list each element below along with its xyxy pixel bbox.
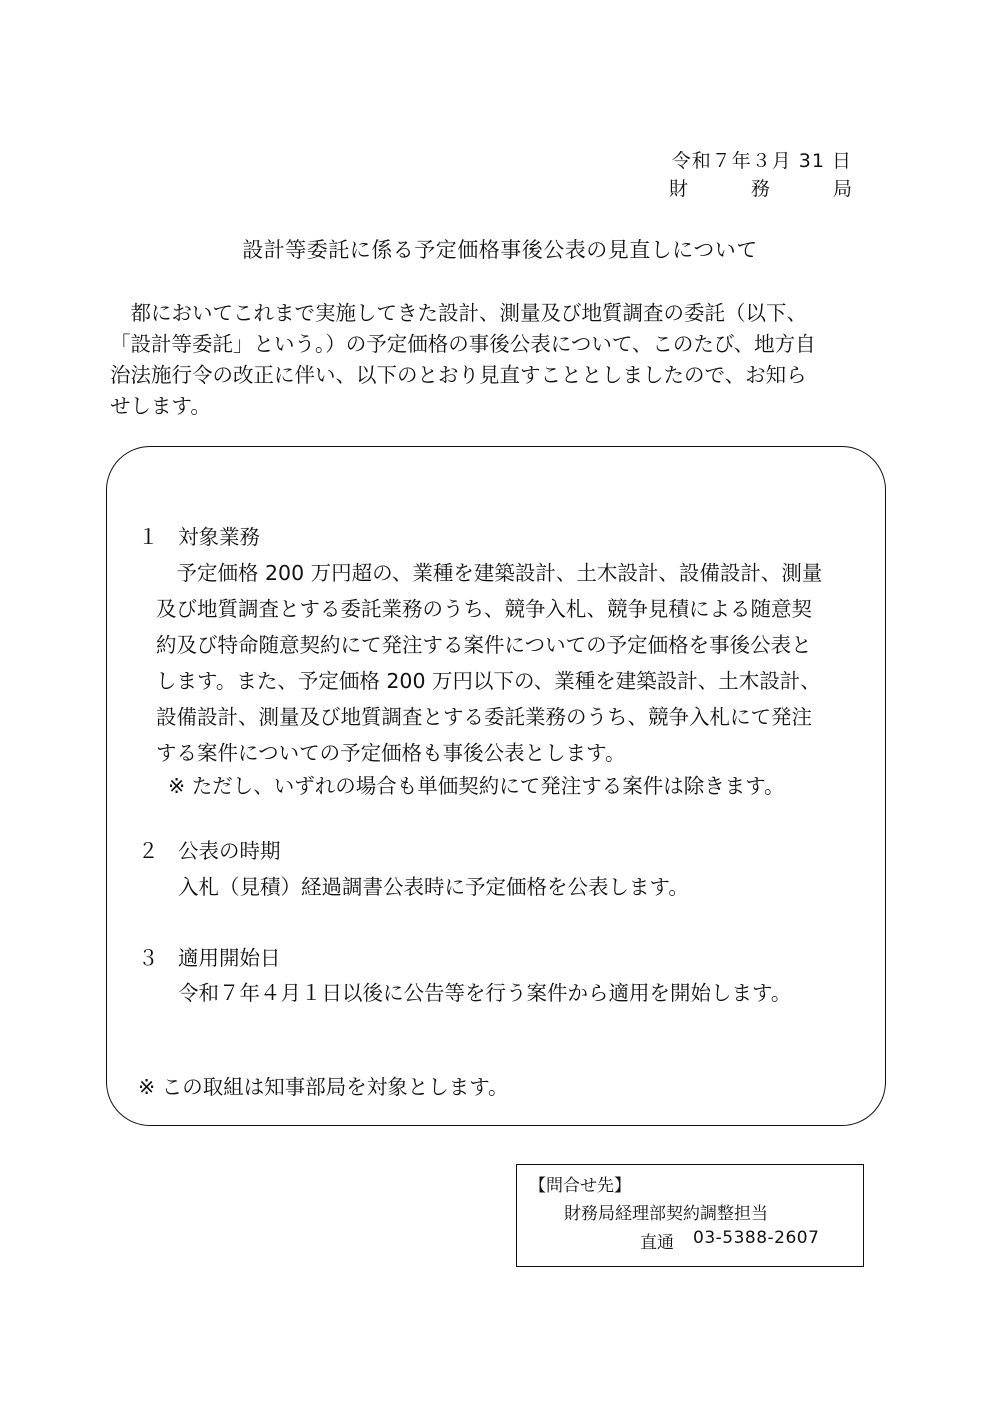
issuing-bureau xyxy=(669,174,852,201)
intro-paragraph xyxy=(110,298,870,422)
section-1-line: 約及び特命随意契約にて発注する案件についての予定価格を事後公表と xyxy=(156,633,812,657)
bureau-char: 務 xyxy=(750,178,770,200)
bureau-char: 財 xyxy=(669,178,689,200)
section-1-line: 及び地質調査とする委託業務のうち、競争入札、競争見積による随意契 xyxy=(156,597,812,621)
contact-box xyxy=(516,1164,864,1267)
intro-line: 治法施行令の改正に伴い、以下のとおり見直すこととしましたので、お知ら xyxy=(110,363,807,387)
section-1-note: ※ ただし、いずれの場合も単価契約にて発注する案件は除きます。 xyxy=(168,774,785,798)
section-3-text: 令和７年４月１日以後に公告等を行う案件から適用を開始します。 xyxy=(178,981,792,1005)
contact-phone: 03-5388-2607 xyxy=(693,1228,820,1248)
contact-phone-label: 直通 xyxy=(640,1233,674,1253)
section-1-heading: 対象業務 xyxy=(178,525,260,549)
section-1-line: する案件についての予定価格も事後公表とします。 xyxy=(156,741,626,765)
section-1-line: します。また、予定価格 200 万円以下の、業種を建築設計、土木設計、 xyxy=(156,669,821,693)
bureau-char: 局 xyxy=(832,178,852,200)
contact-heading: 【問合せ先】 xyxy=(529,1176,631,1196)
details-box xyxy=(106,446,886,1126)
contact-department: 財務局経理部契約調整担当 xyxy=(564,1204,768,1224)
section-1-number: １ xyxy=(138,525,159,549)
intro-line: 「設計等委託」という。）の予定価格の事後公表について、このたび、地方自 xyxy=(110,332,816,356)
intro-line: 都においてこれまで実施してきた設計、測量及び地質調査の委託（以下、 xyxy=(110,301,807,325)
section-3-number: ３ xyxy=(138,946,159,970)
section-2-text: 入札（見積）経過調書公表時に予定価格を公表します。 xyxy=(178,875,689,899)
document-date: 令和７年３月 31 日 xyxy=(671,150,852,172)
document-title: 設計等委託に係る予定価格事後公表の見直しについて xyxy=(242,238,758,262)
scope-footnote: ※ この取組は知事部局を対象とします。 xyxy=(138,1075,509,1099)
section-1-line: 予定価格 200 万円超の、業種を建築設計、土木設計、設備設計、測量 xyxy=(156,561,823,585)
section-2-heading: 公表の時期 xyxy=(178,839,281,863)
section-3-heading: 適用開始日 xyxy=(178,946,281,970)
section-1-line: 設備設計、測量及び地質調査とする委託業務のうち、競争入札にて発注 xyxy=(156,705,812,729)
intro-line: せします。 xyxy=(110,394,211,418)
section-2-number: ２ xyxy=(138,839,159,863)
